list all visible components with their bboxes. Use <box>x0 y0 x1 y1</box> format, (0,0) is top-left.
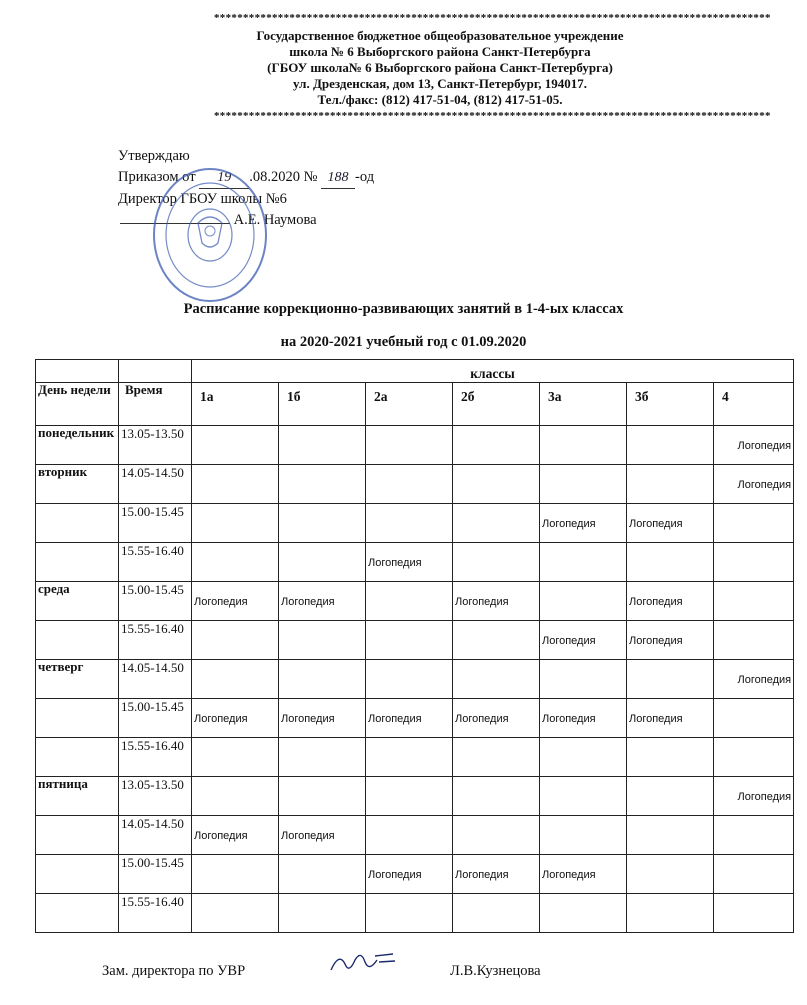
col-header-class: 4 <box>714 383 794 426</box>
lesson-cell <box>627 738 714 777</box>
day-cell <box>36 894 119 933</box>
table-row <box>36 426 794 465</box>
lesson-cell <box>714 582 794 621</box>
table-row <box>36 504 794 543</box>
lesson-cell <box>714 699 794 738</box>
lesson-cell <box>192 738 279 777</box>
lesson-cell <box>279 660 366 699</box>
lesson-cell <box>714 738 794 777</box>
lesson-cell <box>453 777 540 816</box>
lesson-cell <box>279 777 366 816</box>
schedule-table <box>35 359 794 933</box>
lesson-cell <box>627 465 714 504</box>
table-row <box>36 855 794 894</box>
col-header-day: День недели <box>36 383 119 426</box>
lesson-cell <box>192 504 279 543</box>
lesson-cell <box>279 543 366 582</box>
header-line: Государственное бюджетное общеобразовательное учреждение <box>256 28 624 43</box>
time-cell: 15.00-15.45 <box>119 582 192 621</box>
lesson-cell: Логопедия <box>366 855 453 894</box>
lesson-cell <box>714 504 794 543</box>
official-stamp-icon <box>150 165 270 305</box>
table-row <box>36 543 794 582</box>
table-row <box>36 660 794 699</box>
lesson-cell: Логопедия <box>192 582 279 621</box>
table-row <box>36 777 794 816</box>
lesson-cell <box>453 738 540 777</box>
lesson-cell <box>279 894 366 933</box>
table-row <box>36 621 794 660</box>
approval-line-name: А.Е. Наумова <box>118 210 374 231</box>
lesson-cell: Логопедия <box>627 504 714 543</box>
lesson-cell <box>366 504 453 543</box>
table-row <box>36 738 794 777</box>
lesson-cell <box>192 855 279 894</box>
lesson-cell <box>627 777 714 816</box>
order-number: 188 <box>321 167 355 189</box>
lesson-cell <box>453 426 540 465</box>
lesson-cell <box>192 621 279 660</box>
lesson-cell: Логопедия <box>366 543 453 582</box>
lesson-cell <box>192 894 279 933</box>
lesson-cell <box>366 582 453 621</box>
approval-line-approve: Утверждаю <box>118 148 190 164</box>
lesson-cell <box>192 426 279 465</box>
lesson-cell: Логопедия <box>714 426 794 465</box>
time-cell: 14.05-14.50 <box>119 465 192 504</box>
day-cell <box>36 738 119 777</box>
lesson-cell <box>627 426 714 465</box>
lesson-cell: Логопедия <box>279 699 366 738</box>
table-row <box>36 699 794 738</box>
lesson-cell <box>279 465 366 504</box>
lesson-cell <box>627 660 714 699</box>
lesson-cell <box>192 660 279 699</box>
time-cell: 15.55-16.40 <box>119 894 192 933</box>
lesson-cell <box>192 777 279 816</box>
lesson-cell <box>540 543 627 582</box>
schedule-body <box>36 426 794 933</box>
lesson-cell <box>279 738 366 777</box>
table-header-group-row <box>36 360 794 383</box>
lesson-cell <box>453 504 540 543</box>
lesson-cell: Логопедия <box>192 816 279 855</box>
col-header-class: 1а <box>192 383 279 426</box>
lesson-cell: Логопедия <box>540 504 627 543</box>
time-cell: 15.00-15.45 <box>119 699 192 738</box>
table-row <box>36 816 794 855</box>
lesson-cell <box>453 894 540 933</box>
lesson-cell: Логопедия <box>453 699 540 738</box>
header-stars-bottom: ************************************************************************************************ <box>214 110 771 122</box>
order-day: 19 <box>199 167 249 189</box>
lesson-cell <box>279 426 366 465</box>
time-cell: 14.05-14.50 <box>119 660 192 699</box>
lesson-cell: Логопедия <box>366 699 453 738</box>
lesson-cell <box>714 894 794 933</box>
time-cell: 15.55-16.40 <box>119 738 192 777</box>
table-row <box>36 582 794 621</box>
lesson-cell: Логопедия <box>453 582 540 621</box>
time-cell: 14.05-14.50 <box>119 816 192 855</box>
lesson-cell <box>192 543 279 582</box>
table-row <box>36 465 794 504</box>
lesson-cell: Логопедия <box>627 699 714 738</box>
lesson-cell <box>627 894 714 933</box>
day-cell <box>36 699 119 738</box>
col-header-class: 3б <box>627 383 714 426</box>
day-cell: четверг <box>36 660 119 699</box>
lesson-cell <box>366 777 453 816</box>
lesson-cell <box>540 465 627 504</box>
col-header-class: 1б <box>279 383 366 426</box>
lesson-cell <box>714 855 794 894</box>
lesson-cell: Логопедия <box>540 621 627 660</box>
lesson-cell <box>627 816 714 855</box>
lesson-cell <box>540 582 627 621</box>
lesson-cell: Логопедия <box>453 855 540 894</box>
col-header-class: 2б <box>453 383 540 426</box>
lesson-cell <box>453 543 540 582</box>
lesson-cell <box>453 660 540 699</box>
lesson-cell: Логопедия <box>714 777 794 816</box>
lesson-cell <box>540 816 627 855</box>
time-cell: 15.00-15.45 <box>119 504 192 543</box>
footer-position: Зам. директора по УВР <box>102 963 246 979</box>
page-title: Расписание коррекционно-развивающих занятий в 1-4-ых классах <box>183 301 624 317</box>
day-cell: пятница <box>36 777 119 816</box>
classes-group-header: классы <box>192 360 794 383</box>
day-cell: среда <box>36 582 119 621</box>
lesson-cell: Логопедия <box>540 699 627 738</box>
day-cell <box>36 504 119 543</box>
lesson-cell <box>453 621 540 660</box>
signature-icon <box>325 948 415 978</box>
col-header-time: Время <box>119 383 192 426</box>
lesson-cell <box>279 855 366 894</box>
approval-line-order: Приказом от 19 .08.2020 № 188 -од <box>118 167 374 189</box>
lesson-cell <box>366 426 453 465</box>
footer-name: Л.В.Кузнецова <box>450 963 541 979</box>
time-cell: 15.55-16.40 <box>119 543 192 582</box>
lesson-cell: Логопедия <box>714 660 794 699</box>
lesson-cell: Логопедия <box>714 465 794 504</box>
lesson-cell: Логопедия <box>279 816 366 855</box>
col-header-class: 3а <box>540 383 627 426</box>
lesson-cell <box>714 816 794 855</box>
lesson-cell <box>540 738 627 777</box>
day-cell <box>36 855 119 894</box>
time-cell: 13.05-13.50 <box>119 777 192 816</box>
lesson-cell <box>366 621 453 660</box>
lesson-cell <box>366 738 453 777</box>
lesson-cell <box>279 504 366 543</box>
lesson-cell <box>279 621 366 660</box>
lesson-cell <box>366 465 453 504</box>
lesson-cell <box>627 855 714 894</box>
lesson-cell <box>366 816 453 855</box>
lesson-cell: Логопедия <box>279 582 366 621</box>
day-cell <box>36 816 119 855</box>
lesson-cell <box>192 465 279 504</box>
header-line: ул. Дрезденская, дом 13, Санкт-Петербург, 194017. <box>292 76 588 91</box>
lesson-cell <box>540 660 627 699</box>
lesson-cell <box>366 894 453 933</box>
time-cell: 15.55-16.40 <box>119 621 192 660</box>
table-row <box>36 894 794 933</box>
header-line: (ГБОУ школа№ 6 Выборгского района Санкт-Петербурга) <box>267 60 613 75</box>
day-cell <box>36 621 119 660</box>
header-line: школа № 6 Выборгского района Санкт-Петербурга <box>289 44 591 59</box>
lesson-cell: Логопедия <box>540 855 627 894</box>
lesson-cell <box>453 816 540 855</box>
header-stars-top: ************************************************************************************************ <box>214 12 771 24</box>
page-subtitle: на 2020-2021 учебный год с 01.09.2020 <box>280 334 527 350</box>
table-header-row <box>36 383 794 426</box>
lesson-cell <box>714 543 794 582</box>
col-header-class: 2а <box>366 383 453 426</box>
lesson-cell <box>714 621 794 660</box>
lesson-cell <box>540 894 627 933</box>
lesson-cell <box>540 426 627 465</box>
day-cell: вторник <box>36 465 119 504</box>
lesson-cell: Логопедия <box>627 582 714 621</box>
day-cell <box>36 543 119 582</box>
time-cell: 13.05-13.50 <box>119 426 192 465</box>
lesson-cell <box>627 543 714 582</box>
header-line: Тел./факс: (812) 417-51-04, (812) 417-51-05. <box>317 92 563 107</box>
approval-line-director: Директор ГБОУ школы №6 <box>118 191 287 207</box>
lesson-cell <box>453 465 540 504</box>
lesson-cell: Логопедия <box>627 621 714 660</box>
day-cell: понедельник <box>36 426 119 465</box>
school-header <box>200 28 680 108</box>
lesson-cell: Логопедия <box>192 699 279 738</box>
lesson-cell <box>540 777 627 816</box>
lesson-cell <box>366 660 453 699</box>
time-cell: 15.00-15.45 <box>119 855 192 894</box>
